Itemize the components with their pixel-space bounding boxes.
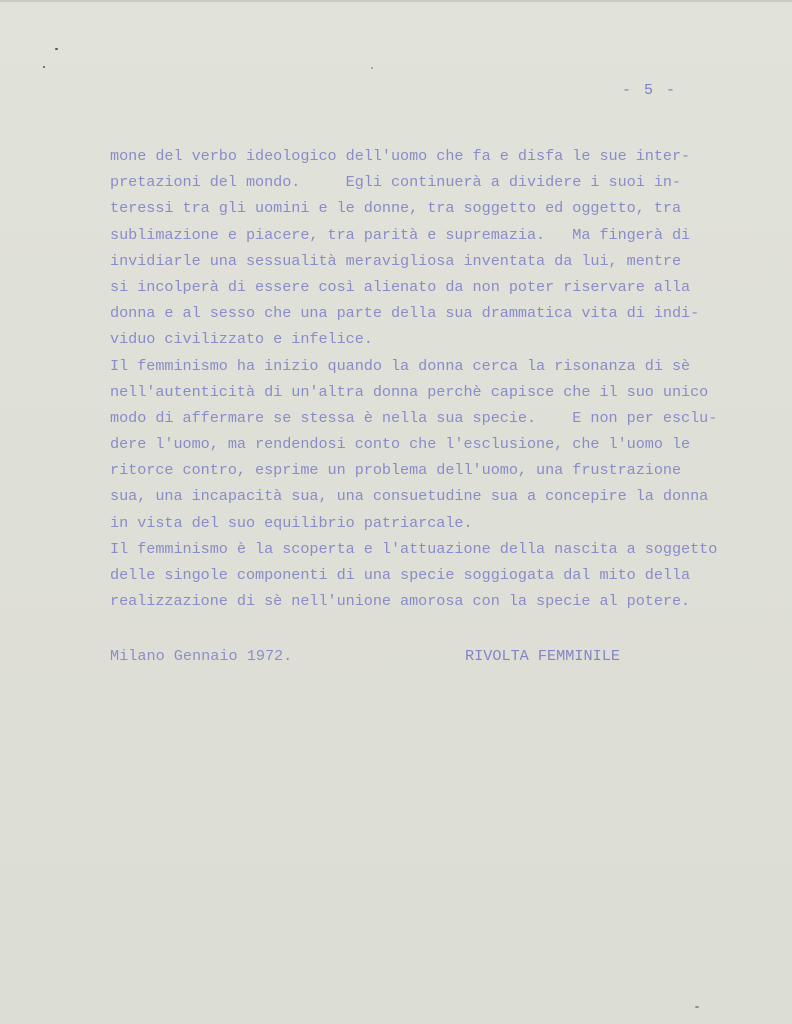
text-line: modo di affermare se stessa è nella sua specie. E non per esclu-	[110, 408, 718, 427]
text-line: teressi tra gli uomini e le donne, tra soggetto ed oggetto, tra	[110, 199, 682, 218]
text-line: sublimazione e piacere, tra parità e supremazia. Ma fingerà di	[110, 225, 691, 244]
organization-signature: RIVOLTA FEMMINILE	[465, 647, 620, 665]
ink-speck	[43, 66, 45, 68]
text-line: pretazioni del mondo. Egli continuerà a dividere i suoi in-	[110, 173, 682, 192]
text-line: donna e al sesso che una parte della sua drammatica vita di indi-	[110, 304, 700, 323]
text-line: invidiarle una sessualità meravigliosa inventata da lui, mentre	[110, 251, 682, 270]
text-line: si incolperà di essere così alienato da non poter riservare alla	[110, 277, 691, 296]
ink-speck	[55, 48, 58, 50]
place-date: Milano Gennaio 1972.	[110, 647, 293, 665]
paragraph-3	[110, 536, 750, 615]
text-line: sua, una incapacità sua, una consuetudine sua a concepire la donna	[110, 487, 709, 506]
ink-speck	[695, 1006, 699, 1008]
text-line: Il femminismo ha inizio quando la donna cerca la risonanza di sè	[110, 356, 691, 375]
text-line: ritorce contro, esprime un problema dell'uomo, una frustrazione	[110, 461, 682, 480]
paragraph-1	[110, 143, 750, 353]
text-line: viduo civilizzato e infelice.	[110, 330, 373, 349]
body-text	[110, 143, 750, 614]
page-top-edge	[0, 0, 792, 2]
ink-speck	[371, 67, 373, 69]
text-line: Il femminismo è la scoperta e l'attuazione della nascita a soggetto	[110, 539, 718, 558]
text-line: delle singole componenti di una specie soggiogata dal mito della	[110, 566, 691, 584]
page-number: - 5 -	[622, 82, 678, 99]
text-line: dere l'uomo, ma rendendosi conto che l'esclusione, che l'uomo le	[110, 435, 691, 454]
text-line: mone del verbo ideologico dell'uomo che fa e disfa le sue inter-	[110, 147, 691, 165]
signature-row	[110, 647, 670, 671]
text-line: in vista del suo equilibrio patriarcale.	[110, 513, 473, 532]
paragraph-2	[110, 353, 750, 536]
text-line: realizzazione di sè nell'unione amorosa con la specie al potere.	[110, 592, 691, 611]
text-line: nell'autenticità di un'altra donna perchè capisce che il suo unico	[110, 382, 709, 401]
